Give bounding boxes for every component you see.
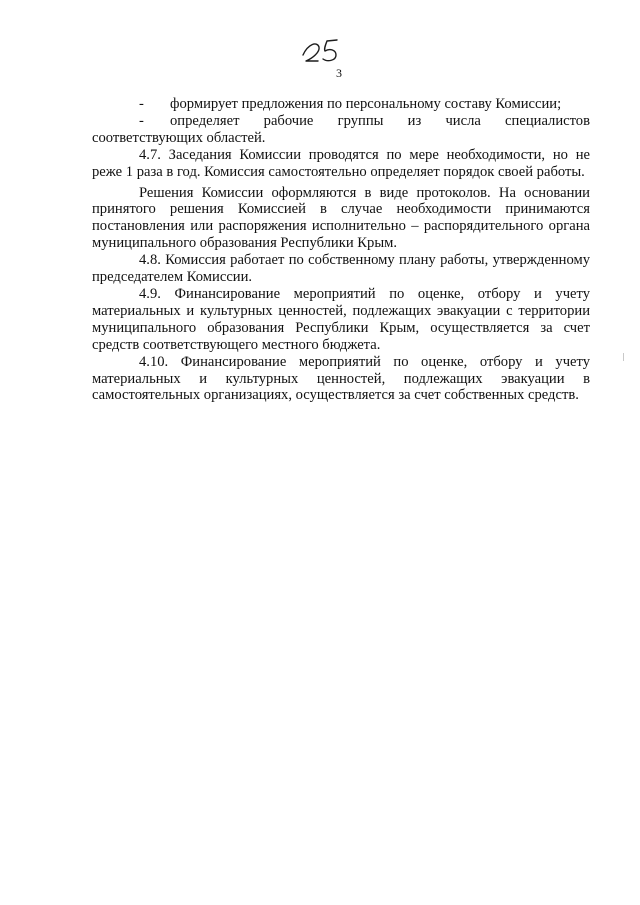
paragraph-4-10: 4.10. Финансирование мероприятий по оценке, отбору и учету материальных и культурных ценностей, подлежащих эвакуации в самостоятельных организациях, осуществляется за счет собственных средств.	[92, 353, 590, 404]
dash-list-item	[92, 96, 590, 113]
scan-mark	[623, 353, 624, 361]
paragraph-4-7: 4.7. Заседания Комиссии проводятся по мере необходимости, но не реже 1 раза в год. Комиссия самостоятельно определяет порядок своей работы.	[92, 146, 590, 180]
document-body	[92, 96, 590, 404]
paragraph-4-8: 4.8. Комиссия работает по собственному плану работы, утвержденному председателем Комиссии.	[92, 252, 590, 286]
dash-list-item	[92, 113, 590, 147]
dash-marker: -	[139, 112, 144, 129]
list-item-text: формирует предложения по персональному составу Комиссии;	[170, 96, 562, 112]
list-item-text: определяет рабочие группы из числа специалистов соответствующих областей.	[92, 112, 590, 146]
dash-marker: -	[139, 96, 144, 112]
page-number: 3	[336, 66, 342, 80]
paragraph-4-9: 4.9. Финансирование мероприятий по оценке, отбору и учету материальных и культурных ценностей, подлежащих эвакуации с территории муниципального образования Республики Крым, осуществляется за счет средств соответствующего местного бюджета.	[92, 285, 590, 353]
paragraph-decisions: Решения Комиссии оформляются в виде протоколов. На основании принятого решения Комиссией в случае необходимости принимаются постановления или распоряжения исполнительно – распорядительного органа муниципального образования Республики Крым.	[92, 184, 590, 252]
handwritten-page-number	[296, 34, 342, 64]
